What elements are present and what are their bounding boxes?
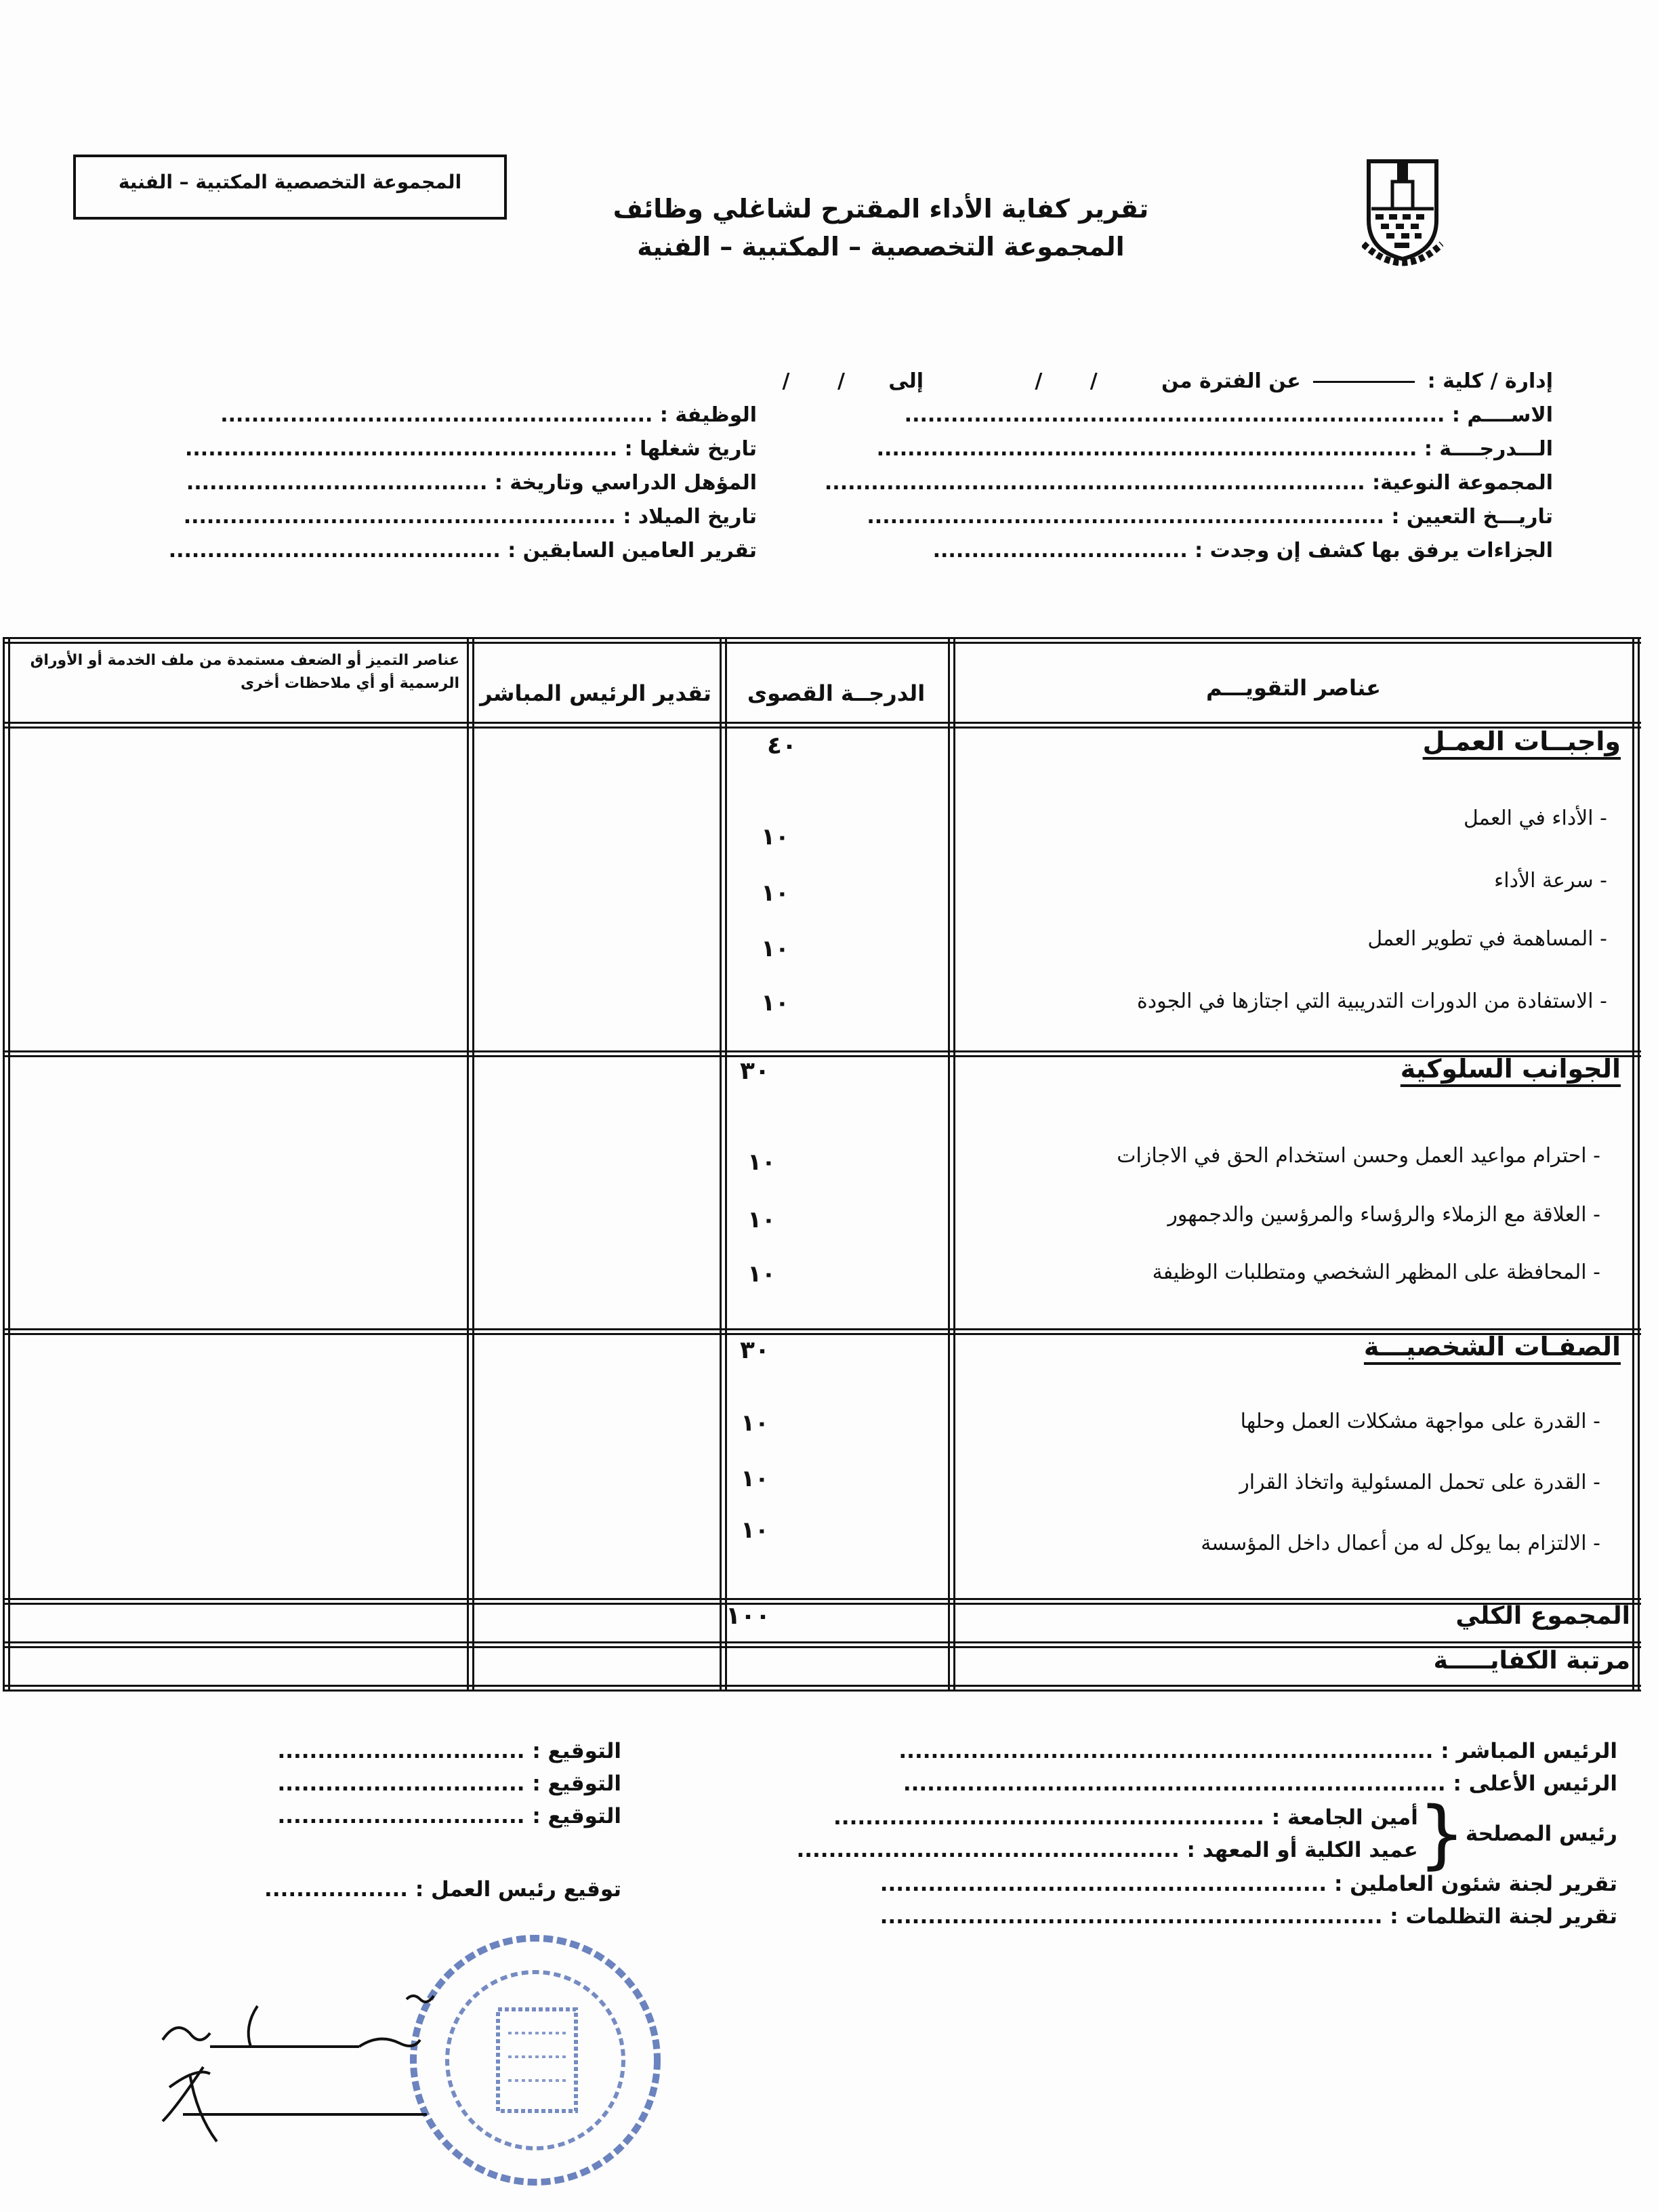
agency-head-group bbox=[737, 1790, 1617, 1877]
info-field-previous-reports[interactable] bbox=[79, 534, 757, 568]
criterion-max-score: ١٠ bbox=[741, 1517, 769, 1544]
field-value: ............................... bbox=[277, 1771, 525, 1796]
field-value: ........................................................ bbox=[183, 505, 616, 529]
info-field-group[interactable] bbox=[808, 466, 1553, 500]
dept-row bbox=[782, 365, 1553, 398]
field-value: ................................................................... bbox=[898, 1739, 1434, 1763]
info-field-grade[interactable] bbox=[808, 432, 1553, 466]
field-label: تقرير لجنة التظلمات : bbox=[1390, 1904, 1617, 1929]
field-value: ...................................................................... bbox=[824, 471, 1365, 495]
document-title bbox=[610, 190, 1152, 266]
criterion-max-score: ١٠ bbox=[747, 1206, 776, 1233]
field-label: الجزاءات يرفق بها كشف إن وجدت : bbox=[1195, 539, 1553, 562]
date-separator: / bbox=[1035, 369, 1043, 393]
signature-field[interactable] bbox=[147, 1800, 621, 1832]
info-field-job[interactable] bbox=[79, 398, 757, 432]
row-divider bbox=[3, 1641, 1641, 1648]
signature-field[interactable] bbox=[147, 1735, 621, 1767]
criterion-label: - سرعة الأداء bbox=[1494, 869, 1607, 893]
info-field-hire-date[interactable] bbox=[808, 500, 1553, 534]
field-value: ...................................................................... bbox=[904, 403, 1445, 427]
section-max-score: ٤٠ bbox=[767, 732, 797, 760]
field-value: ........................................... bbox=[168, 539, 501, 562]
header-supervisor-rating: تقدير الرئيس المباشر bbox=[480, 680, 711, 706]
section-max-score: ٣٠ bbox=[740, 1057, 770, 1085]
field-value: .................................................................... bbox=[903, 1771, 1446, 1796]
field-label: الـــدرجــــة : bbox=[1424, 437, 1553, 461]
criterion-label: - المحافظة على المظهر الشخصي ومتطلبات الوظيفة bbox=[1152, 1261, 1600, 1284]
field-value: .................. bbox=[264, 1877, 409, 1902]
criterion-max-score: ١٠ bbox=[761, 935, 789, 962]
criterion-max-score: ١٠ bbox=[761, 989, 789, 1017]
field-label: أمين الجامعة : bbox=[1271, 1805, 1418, 1830]
criterion-max-score: ١٠ bbox=[747, 1149, 776, 1176]
field-value: ................................................ bbox=[796, 1838, 1180, 1862]
work-head-signature-field[interactable] bbox=[147, 1873, 621, 1906]
dept-label: إدارة / كلية : bbox=[1427, 369, 1553, 393]
header-notes: عناصر التميز أو الضعف مستمدة من ملف الخدمة أو الأوراق الرسمية أو أي ملاحظات أخرى bbox=[30, 652, 459, 692]
field-label: المؤهل الدراسي وتاريخة : bbox=[494, 471, 757, 495]
section-title-work-duties: واجبــات العمـل bbox=[1422, 726, 1621, 756]
field-label: التوقيع : bbox=[532, 1771, 621, 1796]
table-border bbox=[3, 637, 10, 1692]
signature-field[interactable] bbox=[147, 1767, 621, 1800]
field-label: توقيع رئيس العمل : bbox=[415, 1877, 621, 1902]
field-value: ........................................................ bbox=[185, 437, 618, 461]
grand-total-value: ١٠٠ bbox=[726, 1602, 770, 1630]
supervisor-rating-cell[interactable] bbox=[477, 732, 714, 1044]
group-label: المجموعة التخصصية المكتبية – الفنية bbox=[118, 171, 462, 193]
criterion-label: - الاستفادة من الدورات التدريبية التي اجتازها في الجودة bbox=[1137, 989, 1607, 1013]
field-label: عميد الكلية أو المعهد : bbox=[1186, 1838, 1418, 1862]
column-divider bbox=[948, 637, 955, 1692]
criterion-label: - القدرة على تحمل المسئولية واتخاذ القرار bbox=[1239, 1471, 1600, 1494]
sig-field-university-secretary[interactable] bbox=[796, 1801, 1417, 1834]
from-date-field[interactable] bbox=[978, 365, 1155, 398]
criterion-max-score: ١٠ bbox=[741, 1410, 769, 1437]
field-value: ................................................................... bbox=[867, 505, 1384, 529]
sig-field-senior-supervisor[interactable] bbox=[737, 1767, 1617, 1800]
field-value: ....................................... bbox=[186, 471, 488, 495]
criterion-max-score: ١٠ bbox=[761, 880, 789, 907]
column-divider bbox=[467, 637, 474, 1692]
employee-info-right bbox=[782, 365, 1553, 568]
info-field-penalties[interactable] bbox=[808, 534, 1553, 568]
row-divider bbox=[3, 1598, 1641, 1605]
sig-field-grievance-committee[interactable] bbox=[737, 1900, 1617, 1933]
section-title-personal: الصفـات الشخصيـــة bbox=[1363, 1332, 1621, 1361]
field-value: ...................................................... bbox=[833, 1805, 1264, 1830]
title-line-1: تقرير كفاية الأداء المقترح لشاغلي وظائف bbox=[613, 194, 1149, 224]
field-label: التوقيع : bbox=[532, 1804, 621, 1828]
info-field-birth-date[interactable] bbox=[79, 500, 757, 534]
field-value: ...................................................................... bbox=[876, 437, 1417, 461]
criterion-label: - الالتزام بما يوكل له من أعمال داخل المؤسسة bbox=[1201, 1532, 1600, 1555]
criterion-label: - احترام مواعيد العمل وحسن استخدام الحق في الاجازات bbox=[1117, 1144, 1600, 1168]
field-label: تاريخ الميلاد : bbox=[623, 505, 757, 529]
header-elements: عناصر التقويـــم bbox=[1206, 675, 1381, 701]
date-separator: / bbox=[1090, 369, 1098, 393]
sig-field-dean[interactable] bbox=[796, 1834, 1417, 1866]
period-to-label: إلى bbox=[888, 369, 924, 393]
sig-field-hr-committee[interactable] bbox=[737, 1868, 1617, 1900]
header-max-score: الدرجــة القصوى bbox=[747, 680, 926, 706]
handwritten-signature-icon bbox=[156, 1979, 495, 2169]
date-separator: / bbox=[782, 369, 790, 393]
table-border bbox=[3, 637, 1641, 644]
supervisor-rating-cell[interactable] bbox=[477, 1061, 714, 1322]
criterion-max-score: ١٠ bbox=[741, 1465, 769, 1492]
notes-cell[interactable] bbox=[12, 732, 459, 1044]
period-from-label: عن الفترة من bbox=[1161, 369, 1301, 393]
field-label: الرئيس المباشر : bbox=[1441, 1739, 1617, 1763]
employee-info-left bbox=[79, 365, 757, 568]
approval-block bbox=[737, 1735, 1617, 1933]
info-field-qualification[interactable] bbox=[79, 466, 757, 500]
group-label-box bbox=[73, 155, 507, 220]
university-crest-icon bbox=[1362, 156, 1443, 271]
criterion-label: - العلاقة مع الزملاء والرؤساء والمرؤسين والدجمهور bbox=[1167, 1203, 1600, 1227]
field-label: الاســــم : bbox=[1451, 403, 1553, 427]
field-value: ............................... bbox=[277, 1739, 525, 1763]
field-label: الوظيفة : bbox=[659, 403, 757, 427]
signature-lines bbox=[147, 1735, 621, 1906]
field-label: المجموعة النوعية: bbox=[1372, 471, 1553, 495]
field-label: تقرير العامين السابقين : bbox=[507, 539, 757, 562]
field-label: تاريخ شغلها : bbox=[624, 437, 757, 461]
field-value: ............................................................... bbox=[879, 1904, 1383, 1929]
row-divider bbox=[3, 722, 1641, 729]
field-label: التوقيع : bbox=[532, 1739, 621, 1763]
evaluation-table bbox=[3, 637, 1641, 1694]
competency-rank-label: مرتبة الكفايـــــة bbox=[1433, 1647, 1630, 1675]
section-max-score: ٣٠ bbox=[740, 1336, 770, 1364]
agency-head-subfields bbox=[796, 1801, 1417, 1866]
dept-field[interactable] bbox=[1313, 381, 1415, 383]
row-divider bbox=[3, 1050, 1641, 1057]
info-field-name[interactable] bbox=[808, 398, 1553, 432]
field-value: ............................... bbox=[277, 1804, 525, 1828]
spacer bbox=[147, 1832, 621, 1873]
criterion-max-score: ١٠ bbox=[761, 823, 789, 851]
brace-icon: { bbox=[1417, 1790, 1466, 1877]
criterion-max-score: ١٠ bbox=[747, 1261, 776, 1288]
field-label: الرئيس الأعلى : bbox=[1453, 1771, 1617, 1796]
notes-cell[interactable] bbox=[12, 1338, 459, 1593]
field-value: ........................................................ bbox=[220, 403, 653, 427]
field-label: تاريـــخ التعيين : bbox=[1391, 505, 1553, 529]
section-title-behavioral: الجوانب السلوكية bbox=[1400, 1054, 1621, 1084]
supervisor-rating-cell[interactable] bbox=[477, 1338, 714, 1593]
spacer bbox=[79, 365, 757, 398]
criterion-label: - القدرة على مواجهة مشكلات العمل وحلها bbox=[1240, 1410, 1600, 1433]
date-separator: / bbox=[837, 369, 845, 393]
field-value: ........................................................ bbox=[879, 1872, 1327, 1896]
table-border bbox=[1632, 637, 1640, 1692]
agency-head-label: رئيس المصلحة bbox=[1465, 1822, 1617, 1846]
grand-total-label: المجموع الكلي bbox=[1455, 1602, 1630, 1630]
notes-cell[interactable] bbox=[12, 1061, 459, 1322]
criterion-label: - الأداء في العمل bbox=[1463, 806, 1607, 830]
to-date-field[interactable] bbox=[746, 365, 882, 398]
table-border bbox=[3, 1685, 1641, 1692]
title-line-2: المجموعة التخصصية – المكتبية – الفنية bbox=[637, 232, 1125, 262]
info-field-occupancy-date[interactable] bbox=[79, 432, 757, 466]
sig-field-direct-supervisor[interactable] bbox=[737, 1735, 1617, 1767]
field-label: تقرير لجنة شئون العاملين : bbox=[1333, 1872, 1617, 1896]
criterion-label: - المساهمة في تطوير العمل bbox=[1367, 927, 1607, 951]
field-value: ................................. bbox=[932, 539, 1188, 562]
